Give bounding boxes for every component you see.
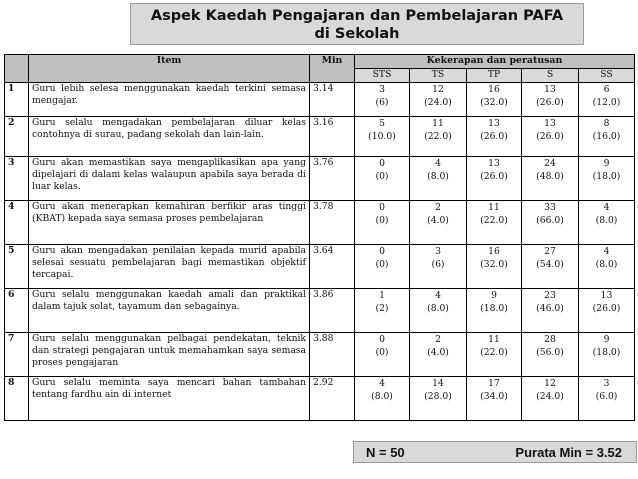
header-ts: TS — [410, 69, 467, 83]
table-row — [5, 201, 635, 245]
frequency-percent: (24.0) — [536, 391, 564, 402]
frequency-count: 4 — [603, 246, 610, 257]
sample-size: N = 50 — [366, 445, 405, 460]
frequency-percent: (8.0) — [427, 303, 449, 314]
survey-table — [4, 54, 635, 421]
frequency-count: 13 — [488, 158, 500, 169]
frequency-cell — [467, 377, 522, 421]
frequency-count: 0 — [379, 246, 385, 257]
row-number: 8 — [5, 377, 29, 421]
frequency-count: 4 — [435, 158, 441, 169]
frequency-count: 13 — [544, 84, 556, 95]
frequency-cell — [522, 245, 579, 289]
min-value: 3.76 — [310, 157, 355, 201]
min-value: 3.86 — [310, 289, 355, 333]
frequency-count: 11 — [488, 334, 500, 345]
frequency-percent: (32.0) — [480, 259, 508, 270]
frequency-percent: (10.0) — [368, 131, 396, 142]
frequency-cell — [410, 333, 467, 377]
table-row — [5, 117, 635, 157]
frequency-percent: (32.0) — [480, 97, 508, 108]
slide-title — [130, 3, 584, 45]
frequency-percent: (46.0) — [536, 303, 564, 314]
frequency-count: 24 — [544, 158, 556, 169]
frequency-percent: (26.0) — [536, 131, 564, 142]
frequency-percent: (4.0) — [427, 347, 449, 358]
frequency-percent: (12.0) — [592, 97, 621, 108]
frequency-percent: (26.0) — [592, 303, 621, 314]
frequency-count: 5 — [379, 118, 385, 129]
frequency-cell — [410, 117, 467, 157]
frequency-cell — [467, 201, 522, 245]
frequency-percent: (6) — [375, 97, 389, 108]
item-text: Guru selalu mengadakan pembelajaran diluar kelas contohnya di surau, padang sekolah dan lain-lain. — [29, 117, 310, 157]
frequency-percent: (56.0) — [536, 347, 564, 358]
frequency-cell — [579, 157, 635, 201]
frequency-count: 3 — [435, 246, 441, 257]
frequency-cell — [579, 83, 635, 117]
frequency-percent: (22.0) — [480, 215, 508, 226]
frequency-cell — [467, 289, 522, 333]
item-text: Guru lebih selesa menggunakan kaedah terkini semasa mengajar. — [29, 83, 310, 117]
row-number: 4 — [5, 201, 29, 245]
frequency-percent: (16.0) — [592, 131, 621, 142]
header-item: Item — [29, 55, 310, 83]
frequency-percent: (18.0) — [592, 171, 621, 182]
frequency-percent: (66.0) — [536, 215, 564, 226]
frequency-percent: (24.0) — [424, 97, 452, 108]
frequency-cell — [467, 245, 522, 289]
header-kekerapan: Kekerapan dan peratusan — [355, 55, 635, 69]
item-text: Guru akan memastikan saya mengaplikasikan apa yang dipelajari di dalam kelas walaupun apabila saya berada di luar kelas. — [29, 157, 310, 201]
frequency-percent: (48.0) — [536, 171, 564, 182]
frequency-count: 9 — [491, 290, 497, 301]
frequency-cell — [522, 289, 579, 333]
row-number: 1 — [5, 83, 29, 117]
frequency-count: 14 — [432, 378, 444, 389]
frequency-cell — [467, 333, 522, 377]
item-text: Guru selalu meminta saya mencari bahan tambahan tentang fardhu ain di internet — [29, 377, 310, 421]
min-value: 3.88 — [310, 333, 355, 377]
frequency-percent: (26.0) — [536, 97, 564, 108]
frequency-count: 2 — [435, 334, 441, 345]
frequency-count: 11 — [488, 202, 500, 213]
frequency-percent: (26.0) — [480, 171, 508, 182]
frequency-percent: (0) — [375, 347, 389, 358]
frequency-count: 4 — [435, 290, 441, 301]
item-text: Guru selalu menggunakan kaedah amali dan praktikal dalam tajuk solat, tayamum dan sebagainya. — [29, 289, 310, 333]
frequency-cell — [467, 117, 522, 157]
frequency-count: 13 — [544, 118, 556, 129]
frequency-count: 9 — [603, 334, 610, 345]
frequency-count: 0 — [379, 334, 385, 345]
frequency-cell — [467, 83, 522, 117]
frequency-count: 6 — [603, 84, 610, 95]
header-tp: TP — [467, 69, 522, 83]
frequency-cell — [355, 83, 410, 117]
frequency-percent: (8.0) — [595, 215, 618, 226]
frequency-cell — [355, 245, 410, 289]
slide-title-line1: Aspek Kaedah Pengajaran dan Pembelajaran PAFA — [150, 8, 564, 24]
frequency-percent: (54.0) — [536, 259, 564, 270]
header-ss: SS — [579, 69, 635, 83]
frequency-percent: (28.0) — [424, 391, 452, 402]
summary-bar — [353, 441, 637, 463]
item-text: Guru selalu menggunakan pelbagai pendekatan, teknik dan strategi pengajaran untuk memahamkan saya semasa proses pengajaran — [29, 333, 310, 377]
frequency-percent: (18.0) — [480, 303, 508, 314]
header-no — [5, 55, 29, 83]
frequency-cell — [522, 333, 579, 377]
mean-average: Purata Min = 3.52 — [515, 445, 622, 460]
frequency-cell — [522, 83, 579, 117]
frequency-count: 1 — [379, 290, 385, 301]
frequency-count: 2 — [435, 202, 441, 213]
frequency-percent: (0) — [375, 171, 389, 182]
frequency-cell — [355, 157, 410, 201]
frequency-cell — [579, 333, 635, 377]
frequency-cell — [522, 157, 579, 201]
frequency-percent: (18.0) — [592, 347, 621, 358]
frequency-cell — [355, 377, 410, 421]
frequency-count: 13 — [488, 118, 500, 129]
frequency-percent: (0) — [375, 215, 389, 226]
frequency-percent: (0) — [375, 259, 389, 270]
frequency-cell — [410, 157, 467, 201]
frequency-percent: (6) — [431, 259, 445, 270]
frequency-count: 23 — [544, 290, 556, 301]
frequency-count: 28 — [544, 334, 556, 345]
min-value: 2.92 — [310, 377, 355, 421]
header-s: S — [522, 69, 579, 83]
frequency-cell — [579, 377, 635, 421]
frequency-cell — [355, 117, 410, 157]
table-row — [5, 245, 635, 289]
frequency-count: 17 — [488, 378, 500, 389]
frequency-count: 3 — [379, 84, 385, 95]
frequency-count: 11 — [432, 118, 444, 129]
table-row — [5, 83, 635, 117]
frequency-cell — [410, 83, 467, 117]
frequency-count: 9 — [603, 158, 610, 169]
frequency-cell — [522, 377, 579, 421]
frequency-count: 16 — [488, 246, 500, 257]
frequency-count: 3 — [603, 378, 610, 389]
frequency-count: 0 — [379, 202, 385, 213]
frequency-count: 0 — [379, 158, 385, 169]
table-row — [5, 333, 635, 377]
frequency-cell — [355, 201, 410, 245]
frequency-count: 4 — [379, 378, 385, 389]
table-row — [5, 157, 635, 201]
frequency-percent: (2) — [375, 303, 389, 314]
row-number: 7 — [5, 333, 29, 377]
frequency-cell — [579, 201, 635, 245]
frequency-cell — [355, 333, 410, 377]
frequency-cell — [410, 201, 467, 245]
frequency-percent: (22.0) — [480, 347, 508, 358]
row-number: 5 — [5, 245, 29, 289]
frequency-percent: (4.0) — [427, 215, 449, 226]
item-text: Guru akan mengadakan penilaian kepada murid apabila selesai sesuatu pembelajaran bagi memastikan objektif tercapai. — [29, 245, 310, 289]
frequency-percent: (22.0) — [424, 131, 452, 142]
frequency-cell — [410, 289, 467, 333]
row-number: 6 — [5, 289, 29, 333]
frequency-cell — [522, 201, 579, 245]
min-value: 3.78 — [310, 201, 355, 245]
frequency-count: 16 — [488, 84, 500, 95]
frequency-cell — [410, 377, 467, 421]
item-text: Guru akan menerapkan kemahiran berfikir aras tinggi (KBAT) kepada saya semasa proses pembelajaran — [29, 201, 310, 245]
row-number: 2 — [5, 117, 29, 157]
row-number: 3 — [5, 157, 29, 201]
frequency-cell — [579, 117, 635, 157]
frequency-cell — [467, 157, 522, 201]
frequency-count: 33 — [544, 202, 556, 213]
frequency-cell — [522, 117, 579, 157]
min-value: 3.64 — [310, 245, 355, 289]
frequency-percent: (26.0) — [480, 131, 508, 142]
frequency-percent: (8.0) — [595, 259, 618, 270]
header-sts: STS — [355, 69, 410, 83]
frequency-percent: (8.0) — [427, 171, 449, 182]
frequency-count: 27 — [544, 246, 556, 257]
min-value: 3.16 — [310, 117, 355, 157]
frequency-count: 13 — [600, 290, 613, 301]
frequency-cell — [355, 289, 410, 333]
frequency-cell — [410, 245, 467, 289]
table-row — [5, 289, 635, 333]
table-row — [5, 377, 635, 421]
frequency-percent: (34.0) — [480, 391, 508, 402]
frequency-percent: (8.0) — [371, 391, 393, 402]
frequency-percent: (6.0) — [595, 391, 618, 402]
frequency-count: 4 — [603, 202, 610, 213]
slide-title-line2: di Sekolah — [314, 26, 400, 42]
frequency-count: 12 — [432, 84, 444, 95]
frequency-count: 8 — [603, 118, 610, 129]
min-value: 3.14 — [310, 83, 355, 117]
frequency-cell — [579, 289, 635, 333]
frequency-count: 12 — [544, 378, 556, 389]
frequency-cell — [579, 245, 635, 289]
header-min: Min — [310, 55, 355, 83]
